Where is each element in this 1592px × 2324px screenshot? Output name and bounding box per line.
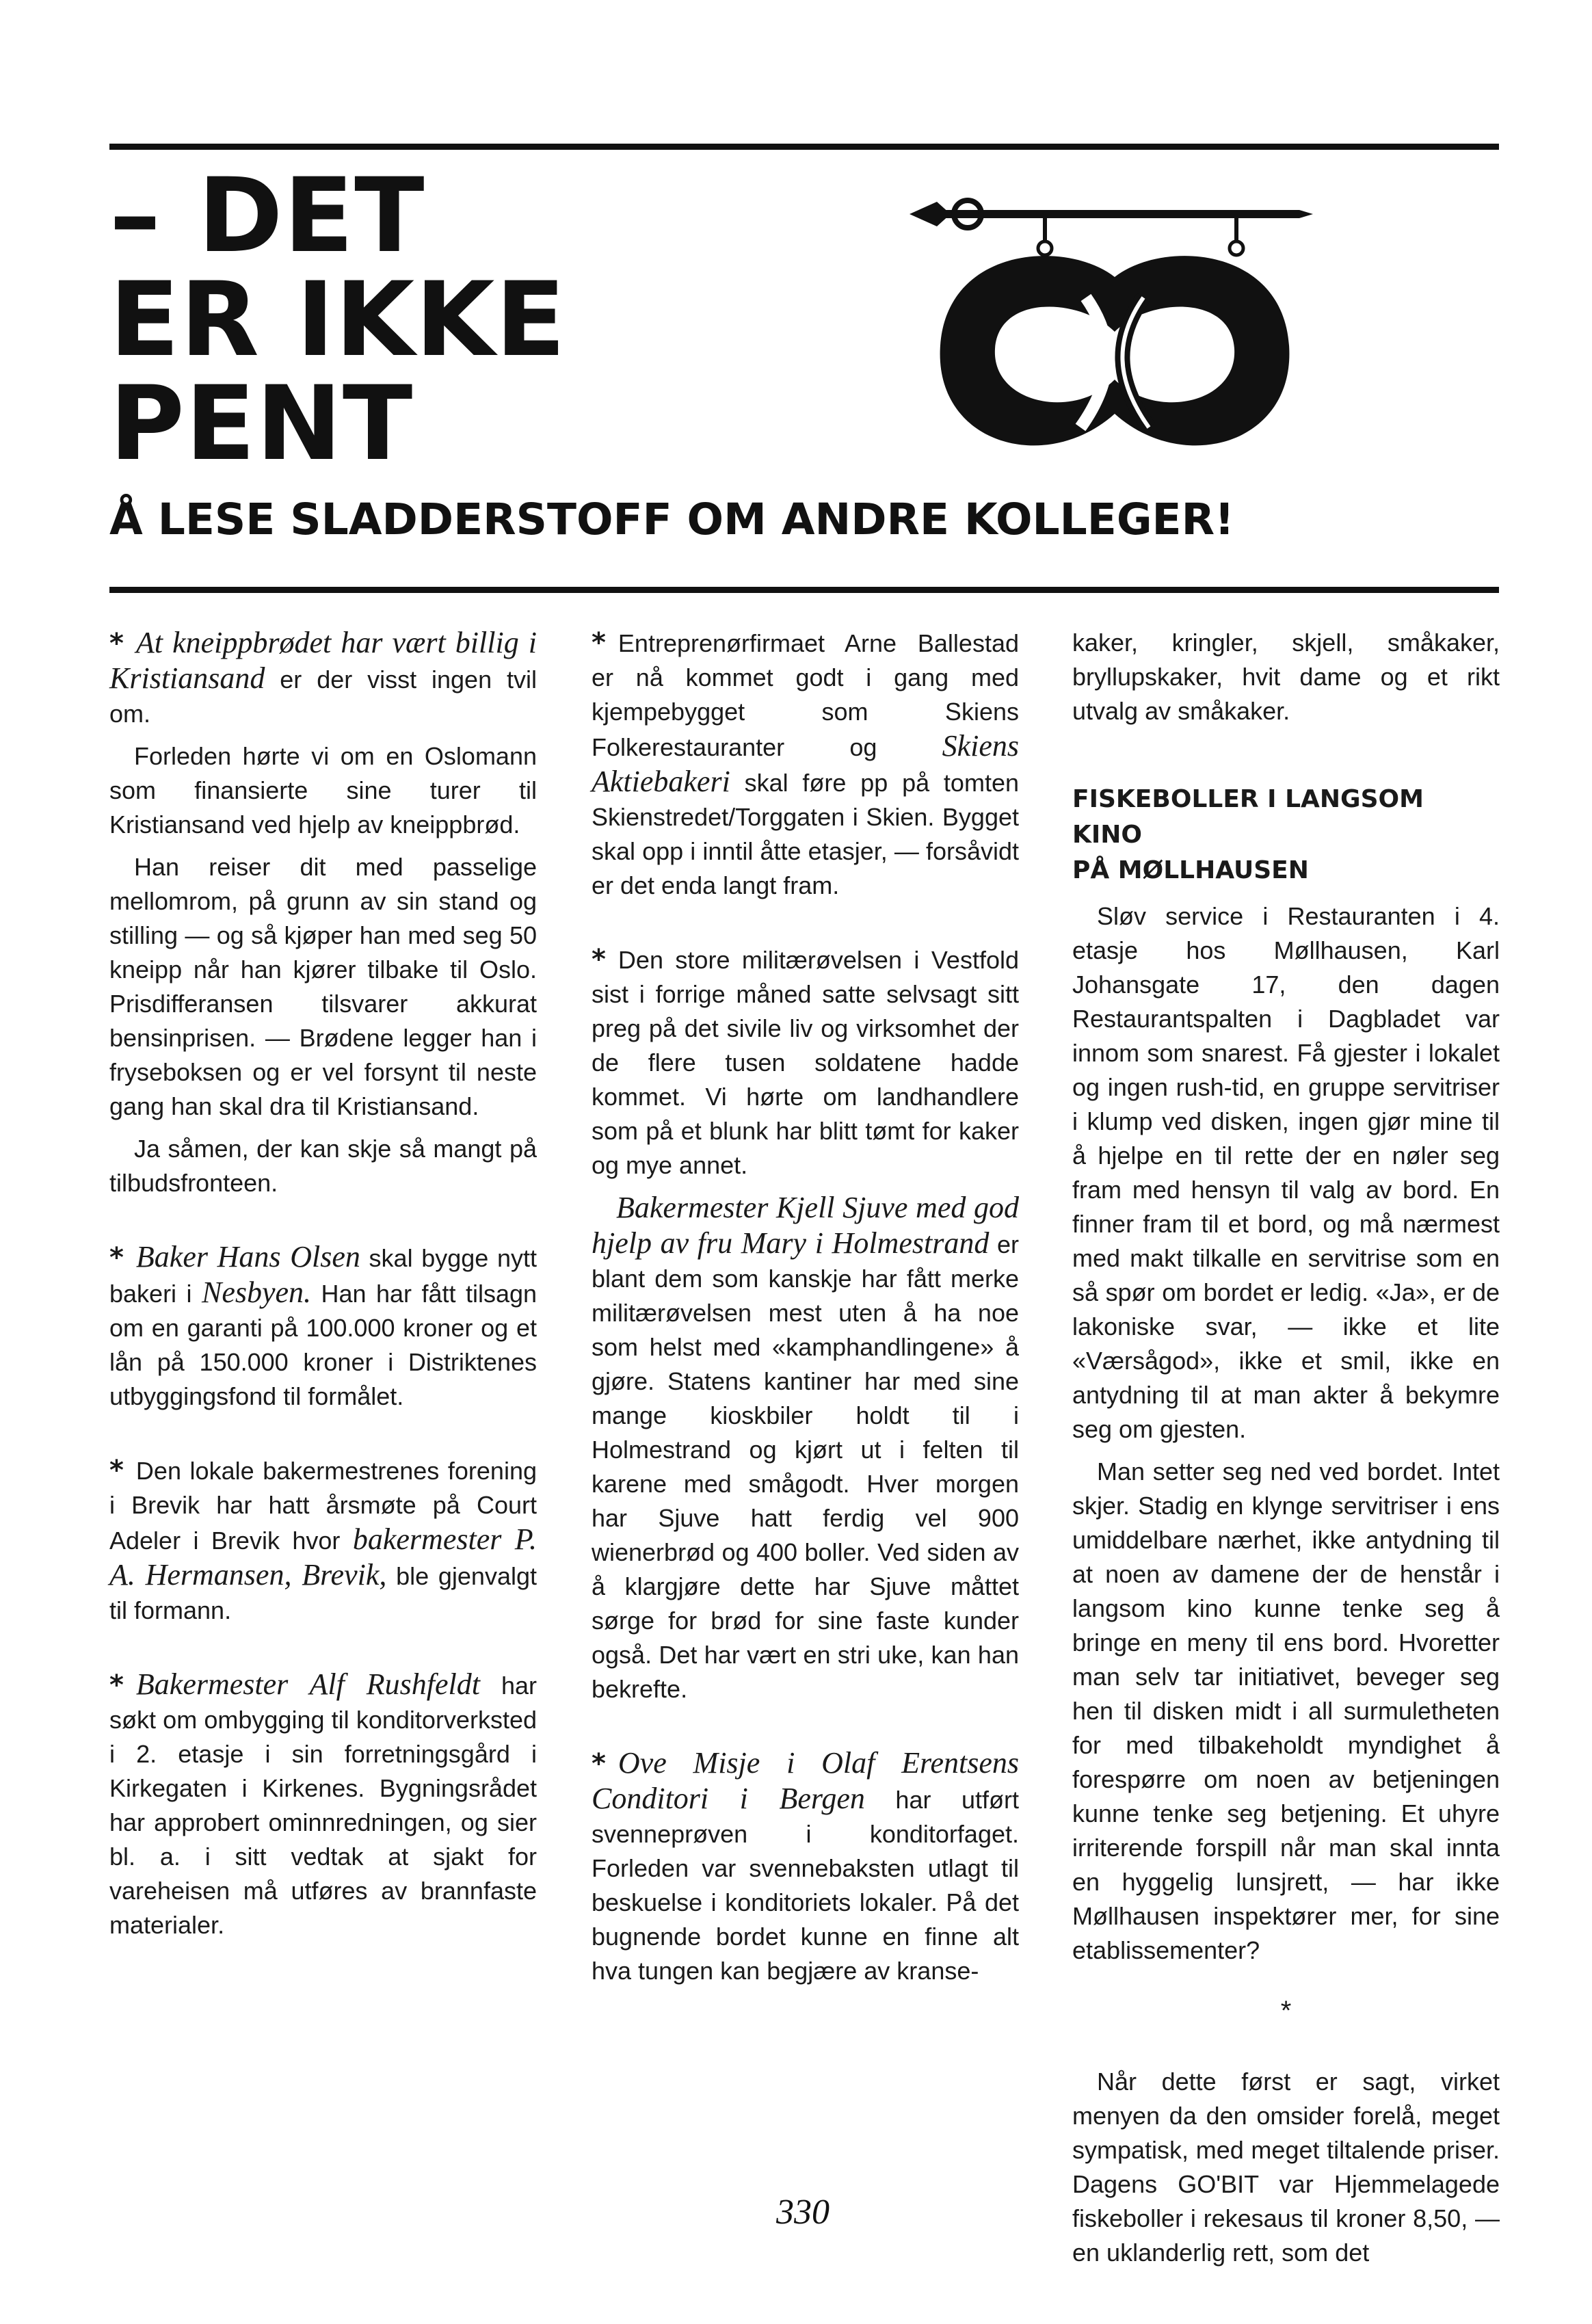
item-text: er der visst ingen tvil om. — [109, 665, 537, 728]
item-italic: Bakermester Kjell Sjuve med god hjelp av fru Mary i Holmestrand — [592, 1191, 1019, 1260]
section-heading-line-2: PÅ MØLLHAUSEN — [1072, 856, 1309, 884]
star-bullet: * — [109, 1669, 124, 1701]
item-text: skal bygge nytt bakeri i — [109, 1244, 538, 1308]
news-item — [109, 1453, 537, 1628]
news-item — [109, 1240, 537, 1414]
star-bullet: * — [592, 627, 606, 659]
item-italic: At kneippbrødet har vært billig i Kristiansand — [109, 626, 537, 695]
item-text: har søkt om ombygging til konditorverksted i 2. etasje i sin forretningsgård i Kirkegaten i Kirkenes. Bygningsrådet har approbert ominnredningen, og sier bl. a. i sitt vedtak at sjakt for vareheisen må utføres av brannfaste materialer. — [109, 1672, 537, 1939]
paragraph: Når dette først er sagt, virket menyen da den omsider forelå, meget sympatisk, med meget tiltalende priser. Dagens GO'BIT var Hjemmelagede fiskeboller i rekesaus til kroner 8,50, — en uklanderlig rett, som det — [1072, 2068, 1500, 2267]
top-rule — [109, 144, 1499, 150]
headline — [109, 157, 566, 484]
paragraph: Sløv service i Restauranten i 4. etasje hos Møllhausen, Karl Johansgate 17, den dagen Restaurantspalten i Dagbladet var innom som snarest. Få gjester i lokalet og ingen rush-tid, en gruppe servitriser i klump ved disken, ingen gjør mine til å hjelpe en til rette der en nøler seg fram med hensyn til valg av bord. En finner fram til et bord, og må nærmest med makt tilkalle en servitrise som en så spør om bordet er ledig. «Ja», er de lakoniske svar, — ikke et lite «Værsågod», ikke et smil, ikke en antydning til at man akter å bekymre seg om gjesten. — [1072, 902, 1500, 1443]
star-bullet: * — [109, 1455, 124, 1486]
column-3 — [1072, 626, 1500, 2278]
page-number: 330 — [776, 2193, 830, 2232]
item-italic: Ove Misje i Olaf Erentsens Conditori i Bergen — [592, 1746, 1019, 1815]
column-2 — [592, 626, 1019, 1996]
item-text: Han har fått tilsagn om en garanti på 100.000 kroner og et lån på 150.000 kroner i Distriktenes utbyggingsfond til formålet. — [109, 1280, 538, 1410]
item-italic: Bakermester Alf Rushfeldt — [135, 1667, 480, 1701]
news-item — [592, 1746, 1019, 1988]
item-text: skal føre pp på tomten Skienstredet/Torggaten i Skien. Bygget skal opp i inntil åtte etasjer, — forsåvidt er det enda langt fram. — [592, 769, 1019, 899]
star-bullet: * — [109, 1242, 124, 1273]
star-bullet: * — [592, 1748, 606, 1780]
item-italic: Skiens Aktiebakeri — [592, 729, 1019, 798]
item-text: Entreprenørfirmaet Arne Ballestad er nå kommet godt i gang med kjempebygget som Skiens Folkerestauranter og — [592, 629, 1019, 761]
news-item — [109, 1667, 537, 1942]
column-1 — [109, 626, 537, 1951]
item-italic: Nesbyen. — [201, 1276, 312, 1309]
section-heading-line-1: FISKEBOLLER I LANGSOM KINO — [1072, 785, 1424, 849]
star-bullet: * — [592, 944, 606, 975]
paragraph: Man setter seg ned ved bordet. Intet skjer. Stadig en klynge servitriser i ens umiddelbare nærhet, ikke antydning til at noen av damene der de henstår i langsom kino kunne tenke seg å bringe en meny til ens bord. Hvoretter man selv tar initiativet, beveger seg hen til disken midt i all surmuletheten for med tilbakeholdt myndighet å forespørre om noen av betjeningen kunne tenke seg betjening. Et uhyre irriterende forspill når man skal innta en hyggelig lunsjrett, — har ikke Møllhausen inspektører mer, for sine etablissementer? — [1072, 1457, 1500, 1964]
item-text: har utført svenneprøven i konditorfaget. Forleden var svennebaksten utlagt til beskuelse i konditoriets lokaler. På det bugnende bordet kunne en finne alt hva tungen kan begjære av kranse- — [592, 1786, 1019, 1985]
item-italic: Baker Hans Olsen — [135, 1240, 360, 1273]
news-item — [109, 626, 537, 731]
item-text: ble gjenvalgt til formann. — [109, 1562, 537, 1624]
item-italic: bakermester P. A. Hermansen, Brevik, — [109, 1522, 537, 1592]
paragraph: Han reiser dit med passelige mellomrom, på grunn av sin stand og stilling — og så kjøper han med seg 50 kneipp når han kjører tilbake til Oslo. Prisdifferansen tilsvarer akkurat bensinprisen. — Brødene legger han i fryseboksen og er vel forsynt til neste gang han skal dra til Kristiansand. — [109, 853, 537, 1120]
item-text: er blant dem som kanskje har fått merke militærøvelsen mest uten å ha noe som helst med «kamphandlingene» å gjøre. Statens kantiner har med sine mange kioskbiler holdt til i Holmestrand og kjørt ut i felten til karene med smågodt. Hver morgen har Sjuve hatt ferdig vel 900 wienerbrød og 400 boller. Ved siden av å klargjøre dette har Sjuve måttet sørge for brød for sine faste kunder også. Det har vært en stri uke, kan han bekrefte. — [592, 1230, 1019, 1703]
item-text: Den lokale bakermestrenes forening i Brevik har hatt årsmøte på Court Adeler i Brevik hvor — [109, 1457, 537, 1555]
pretzel-bakery-sign-icon — [910, 174, 1320, 516]
section-rule — [109, 587, 1499, 593]
separator-asterisk: * — [1280, 1996, 1292, 2026]
subtitle: Å LESE SLADDERSTOFF OM ANDRE KOLLEGER! — [109, 494, 1234, 544]
headline-line-1: – DET — [109, 157, 425, 276]
paragraph — [592, 1191, 1019, 1706]
paragraph: Forleden hørte vi om en Oslomann som finansierte sine turer til Kristiansand ved hjelp av kneippbrød. — [109, 742, 537, 839]
paragraph: Ja såmen, der kan skje så mangt på tilbudsfronteen. — [109, 1135, 537, 1197]
news-item — [592, 626, 1019, 903]
item-text: Den store militærøvelsen i Vestfold sist i forrige måned satte selvsagt sitt preg på det sivile liv og virksomhet der de flere tusen soldatene hadde kommet. Vi hørte om landhandlere som på et blunk har blitt tømt for kaker og mye annet. — [592, 946, 1019, 1179]
headline-line-2: ER IKKE — [109, 261, 566, 380]
section-heading — [1072, 782, 1500, 888]
news-item — [592, 942, 1019, 1183]
paragraph: kaker, kringler, skjell, småkaker, bryllupskaker, hvit dame og et rikt utvalg av småkaker. — [1072, 629, 1500, 725]
headline-line-3: PENT — [109, 365, 414, 484]
star-bullet: * — [109, 628, 124, 659]
